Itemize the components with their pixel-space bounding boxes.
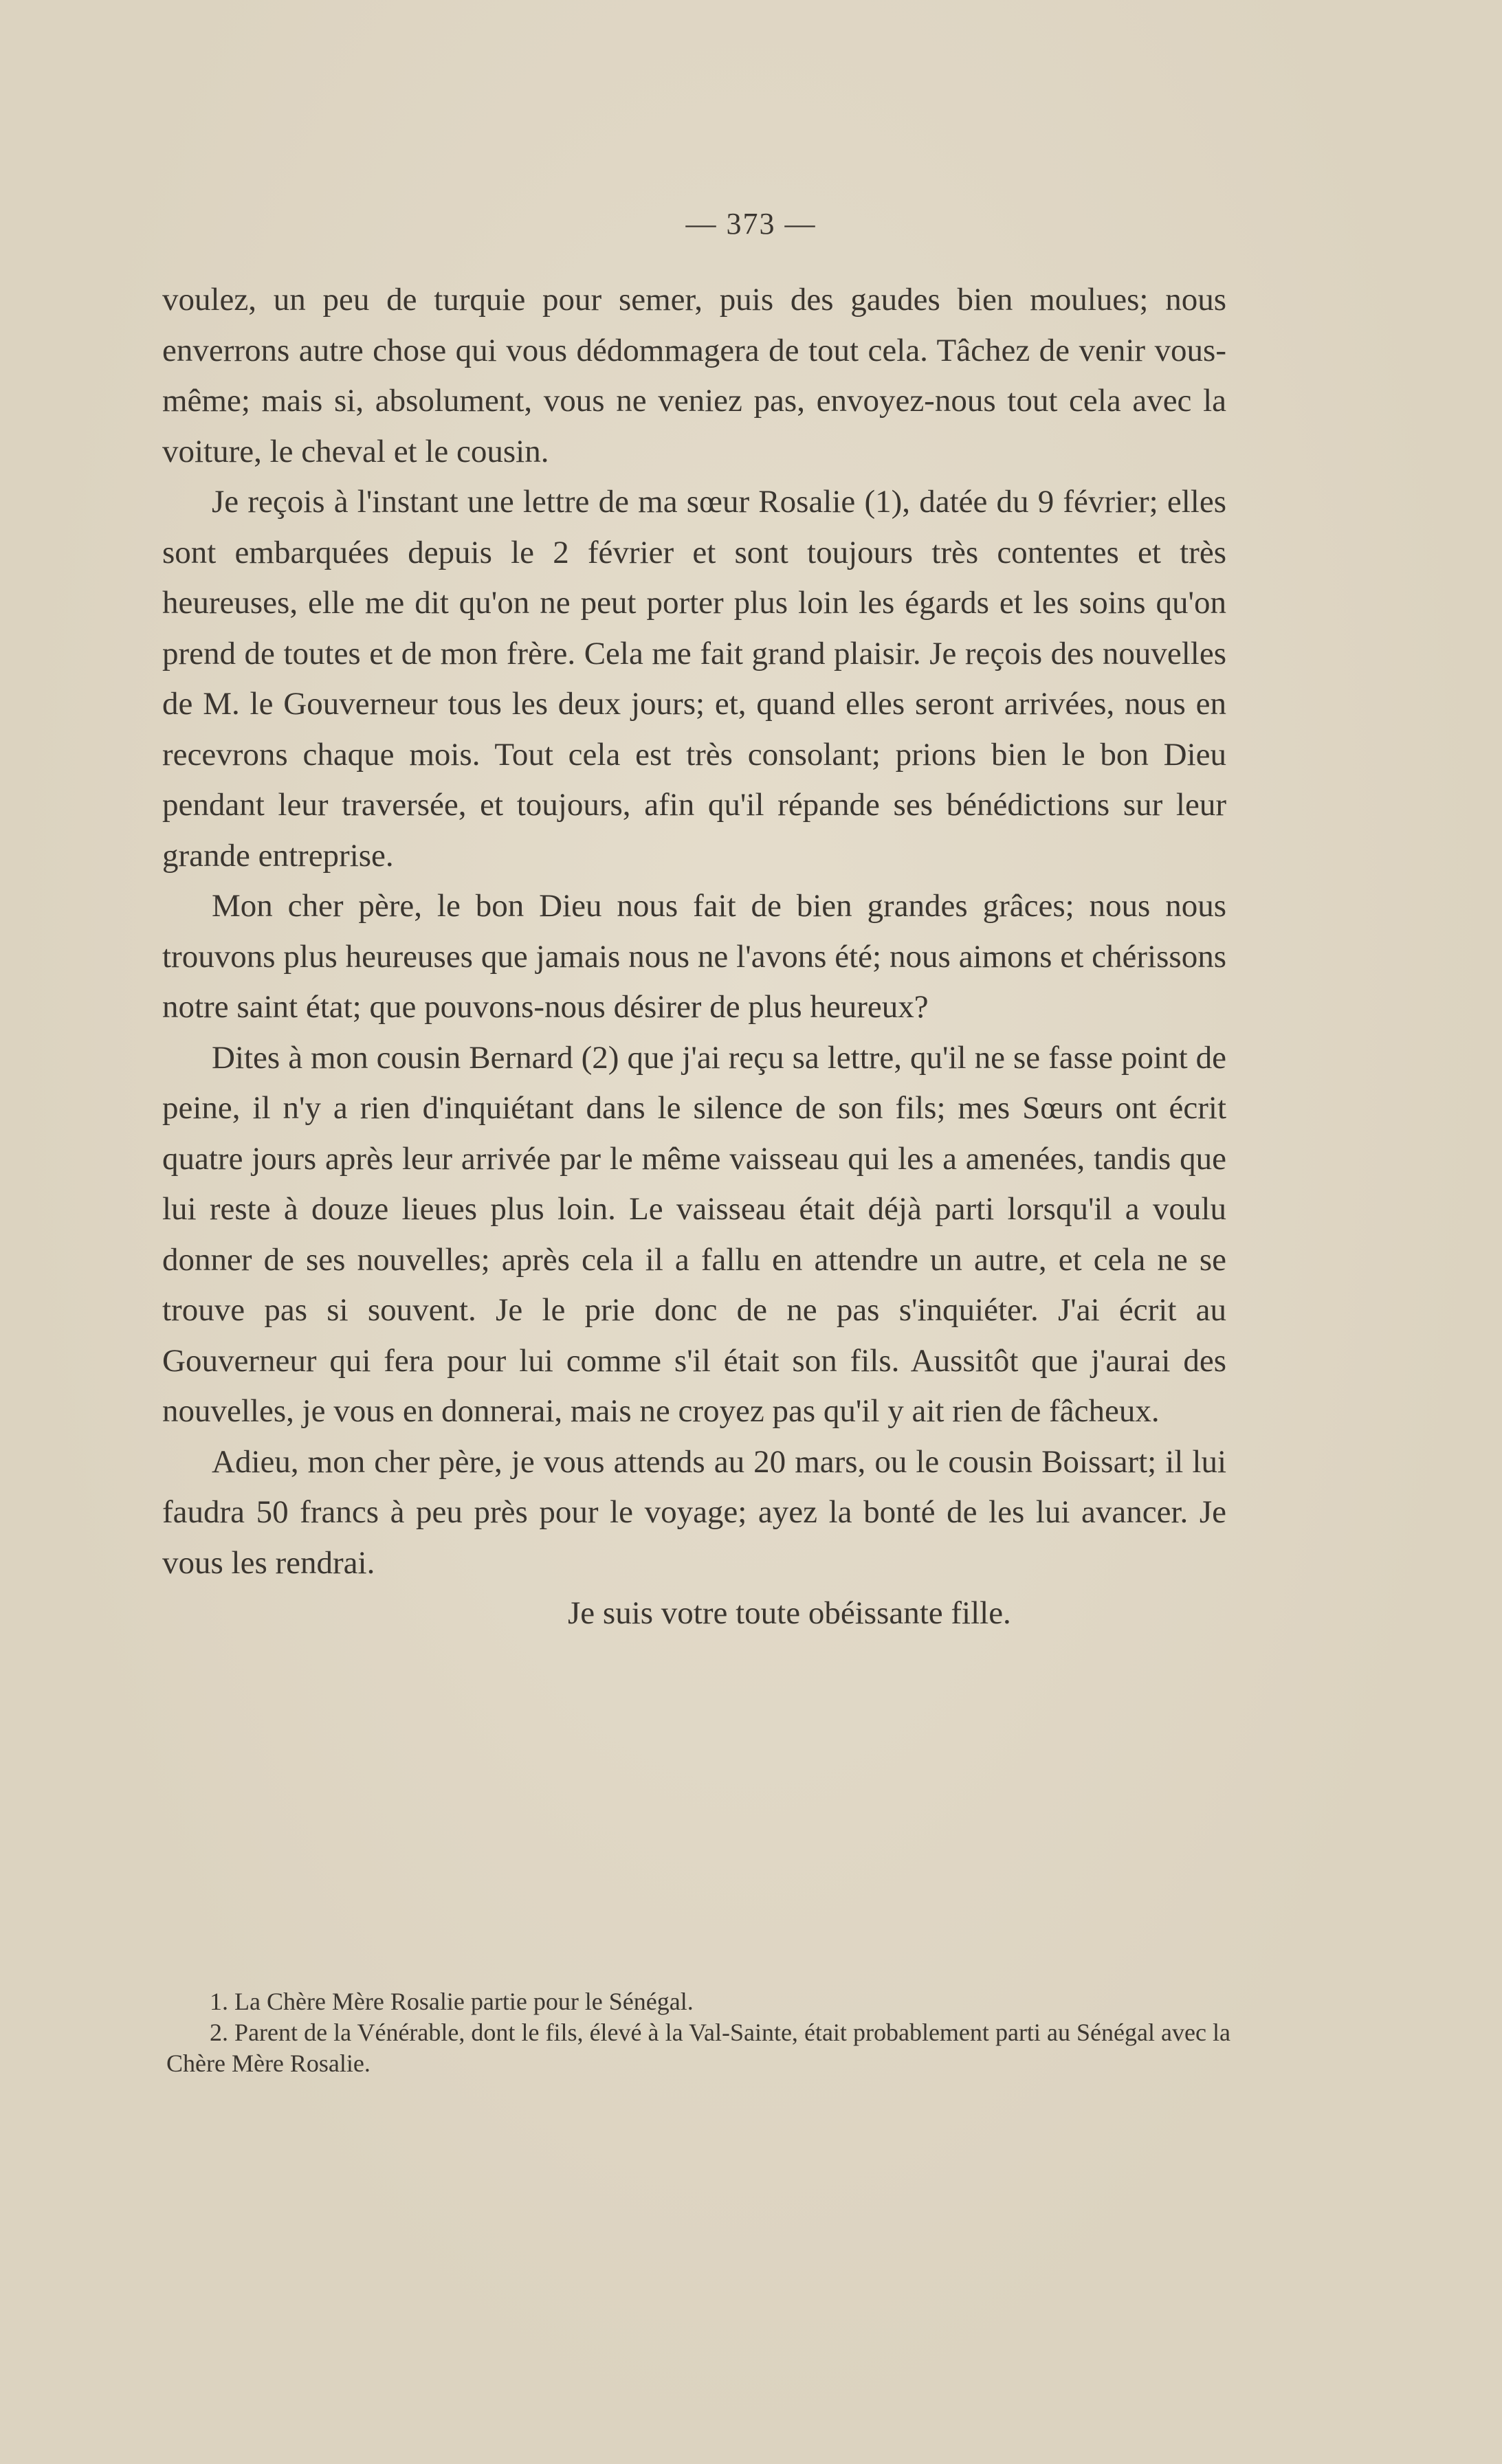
footnotes [166,1986,1230,2079]
letter-body [162,275,1226,1639]
paragraph-2: Je reçois à l'instant une lettre de ma sœur Rosalie (1), datée du 9 février; elles sont embarquées depuis le 2 février et sont toujours très contentes et très heureuses, elle me dit qu'on ne peut porter plus loin les égards et les soins qu'on prend de toutes et de mon frère. Cela me fait grand plaisir. Je reçois des nouvelles de M. le Gouverneur tous les deux jours; et, quand elles seront arrivées, nous en recevrons chaque mois. Tout cela est très consolant; prions bien le bon Dieu pendant leur traversée, et toujours, afin qu'il répande ses bénédictions sur leur grande entreprise. [162,484,1226,874]
closing-signature: Je suis votre toute obéissante fille. [568,1595,1011,1631]
paragraph-3: Mon cher père, le bon Dieu nous fait de bien grandes grâces; nous nous trouvons plus heureuses que jamais nous ne l'avons été; nous aimons et chérissons notre saint état; que pouvons-nous désirer de plus heureux? [162,888,1226,1025]
paragraph-1: voulez, un peu de turquie pour semer, puis des gaudes bien moulues; nous enverrons autre chose qui vous dédommagera de tout cela. Tâchez de venir vous-même; mais si, absolument, vous ne veniez pas, envoyez-nous tout cela avec la voiture, le cheval et le cousin. [162,282,1226,469]
paragraph-5: Adieu, mon cher père, je vous attends au 20 mars, ou le cousin Boissart; il lui faudra 50 francs à peu près pour le voyage; ayez la bonté de les lui avancer. Je vous les rendrai. [162,1443,1226,1581]
footnote-1: 1. La Chère Mère Rosalie partie pour le Sénégal. [210,1988,694,2015]
page-number: — 373 — [685,207,817,241]
footnote-2: 2. Parent de la Vénérable, dont le fils, élevé à la Val-Sainte, était probablement parti au Sénégal avec la Chère Mère Rosalie. [166,2019,1230,2077]
paragraph-4: Dites à mon cousin Bernard (2) que j'ai reçu sa lettre, qu'il ne se fasse point de peine, il n'y a rien d'inquiétant dans le silence de son fils; mes Sœurs ont écrit quatre jours après leur arrivée par le même vaisseau qui les a amenées, tandis que lui reste à douze lieues plus loin. Le vaisseau était déjà parti lorsqu'il a voulu donner de ses nouvelles; après cela il a fallu en attendre un autre, et cela ne se trouve pas si souvent. Je le prie donc de ne pas s'inquiéter. J'ai écrit au Gouverneur qui fera pour lui comme s'il était son fils. Aussitôt que j'aurai des nouvelles, je vous en donnerai, mais ne croyez pas qu'il y ait rien de fâcheux. [162,1039,1226,1429]
